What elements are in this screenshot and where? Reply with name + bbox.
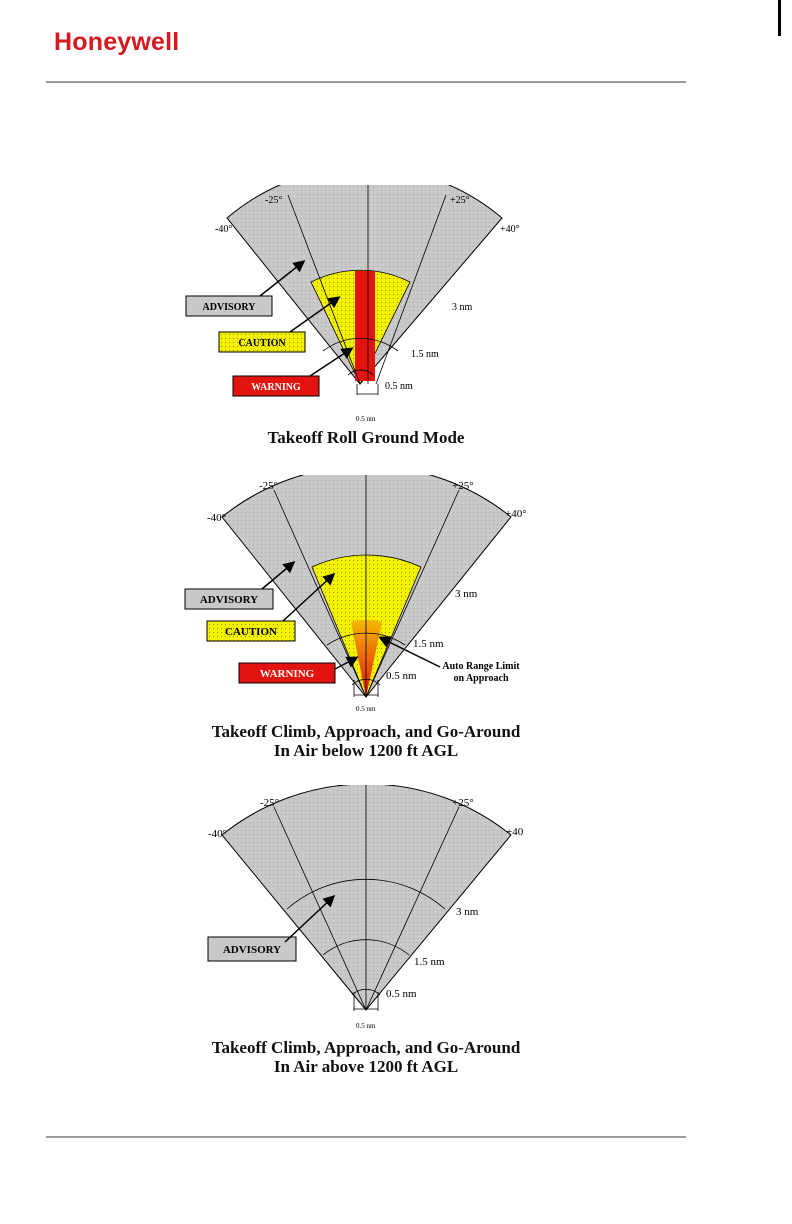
- angle-right-outer: +40: [506, 826, 524, 838]
- honeywell-logo: Honeywell: [54, 28, 180, 56]
- advisory-label: ADVISORY: [199, 594, 259, 606]
- caption-line-2: In Air above 1200 ft AGL: [273, 1057, 459, 1076]
- caption-line: Takeoff Roll Ground Mode: [267, 428, 465, 447]
- advisory-sector: [222, 785, 511, 1010]
- caption-takeoff-roll: [0, 428, 732, 447]
- figure-takeoff-roll: [0, 185, 732, 430]
- angle-left-outer: -40°: [207, 512, 227, 524]
- footer-rule: [46, 1136, 686, 1138]
- caption-line-1: Takeoff Climb, Approach, and Go-Around: [211, 722, 521, 741]
- angle-left-outer: -40°: [208, 828, 228, 840]
- angle-right-inner: +25°: [452, 797, 474, 809]
- range-outer: 3 nm: [456, 906, 479, 918]
- caption-line-2: In Air below 1200 ft AGL: [273, 741, 459, 760]
- base-box: [357, 384, 378, 395]
- figure-above-1200: [0, 785, 732, 1030]
- sensor-diagram-takeoff-roll: [0, 185, 732, 430]
- sensor-diagram-below-1200: [0, 475, 732, 720]
- advisory-label: ADVISORY: [222, 944, 282, 956]
- range-outer: 3 nm: [452, 302, 473, 313]
- angle-left-outer: -40°: [215, 224, 233, 235]
- angle-right-outer: +40°: [505, 508, 527, 520]
- warning-region: [355, 271, 375, 381]
- range-inner: 0.5 nm: [386, 988, 417, 1000]
- sensor-diagram-above-1200: [0, 785, 732, 1030]
- advisory-label: ADVISORY: [202, 302, 256, 313]
- auto-range-label-line2: on Approach: [453, 673, 509, 684]
- range-outer: 3 nm: [455, 588, 478, 600]
- auto-range-label-line1: Auto Range Limit: [442, 661, 520, 672]
- angle-right-outer: +40°: [500, 224, 520, 235]
- header-rule: [46, 81, 686, 83]
- range-inner: 0.5 nm: [385, 381, 413, 392]
- angle-right-inner: +25°: [450, 195, 470, 206]
- range-mid: 1.5 nm: [414, 956, 445, 968]
- caption-line-1: Takeoff Climb, Approach, and Go-Around: [211, 1038, 521, 1057]
- range-base: 0.5 nm: [356, 1022, 376, 1030]
- range-base: 0.5 nm: [356, 415, 376, 423]
- range-inner: 0.5 nm: [386, 670, 417, 682]
- warning-label: WARNING: [259, 668, 315, 680]
- angle-right-inner: +25°: [452, 480, 474, 492]
- page-edge-mark: [778, 0, 781, 36]
- caption-above-1200: [0, 1038, 732, 1076]
- range-mid: 1.5 nm: [411, 349, 439, 360]
- angle-left-inner: -25°: [260, 797, 280, 809]
- angle-left-inner: -25°: [259, 480, 279, 492]
- figure-below-1200: [0, 475, 732, 720]
- caution-label: CAUTION: [225, 626, 277, 638]
- warning-label: WARNING: [251, 382, 301, 393]
- range-mid: 1.5 nm: [413, 638, 444, 650]
- caution-label: CAUTION: [238, 338, 286, 349]
- angle-left-inner: -25°: [265, 195, 283, 206]
- caption-below-1200: [0, 722, 732, 760]
- range-base: 0.5 nm: [356, 705, 376, 713]
